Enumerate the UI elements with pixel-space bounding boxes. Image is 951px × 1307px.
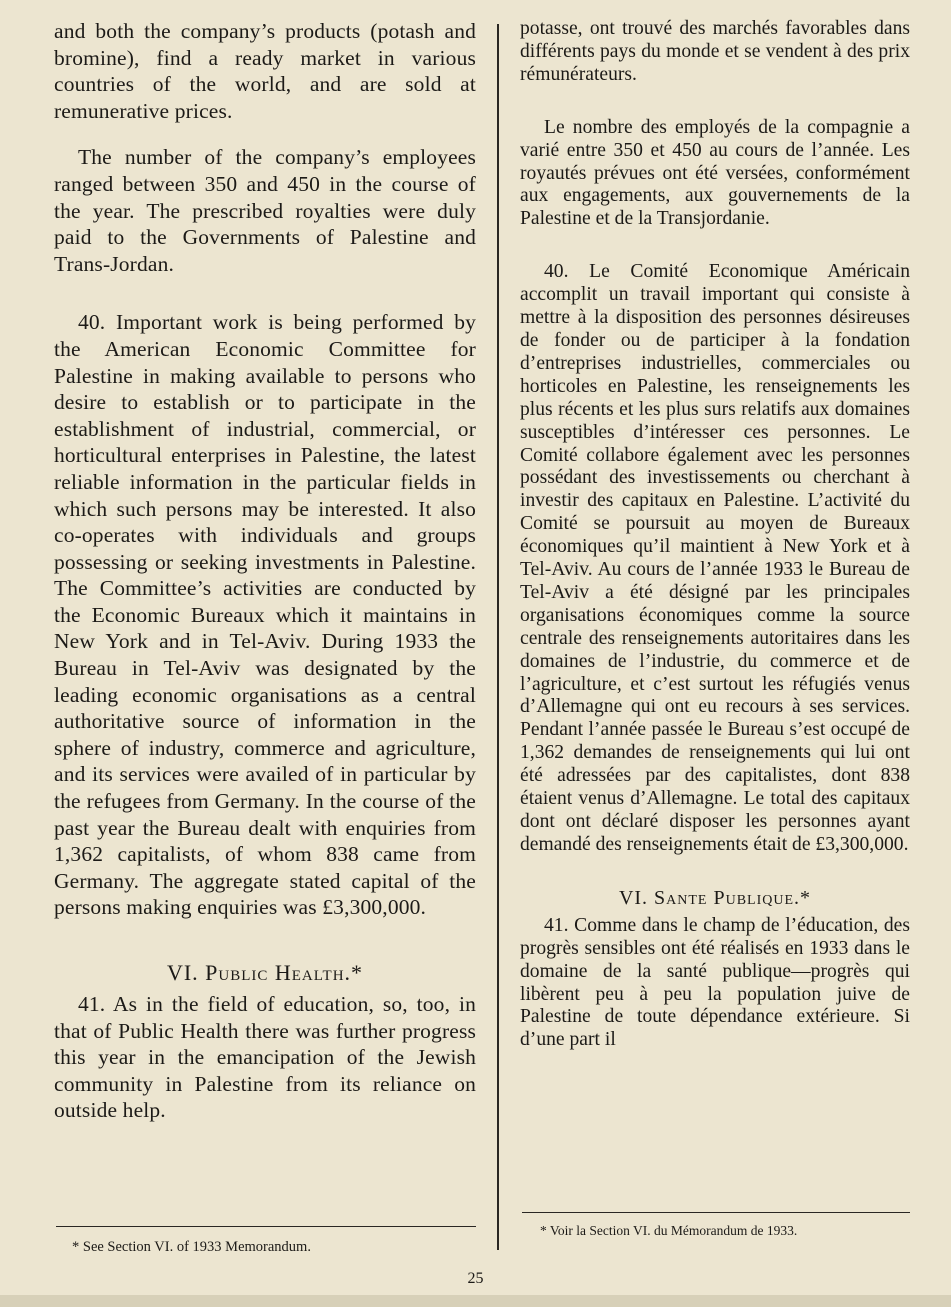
english-paragraph-employees: The number of the company’s employees ranged between 350 and 450 in the course of the year. The prescribed royalties were duly paid to the Governments of Palestine and Trans-Jordan. xyxy=(54,145,476,276)
english-paragraph-41: 41. As in the field of education, so, too, in that of Public Health there was further progress this year in the emancipation of the Jewish community in Palestine from its reliance on outside help. xyxy=(54,992,476,1123)
french-paragraph-40: 40. Le Comité Economique Américain accomplit un travail important qui consiste à mettre à la disposition des personnes désireuses de fonder ou de participer à la fondation d’entreprises industrielles, commerciales ou horticoles en Palestine, les renseignements les plus récents et les plus surs relatifs aux domaines susceptibles d’intéresser ces personnes. Le Comité collabore également avec les personnes possédant des investissements ou cherchant à investir des capitaux en Palestine. L’activité du Comité se poursuit au moyen de Bureaux économiques qu’il maintient à New York et à Tel-Aviv. Au cours de l’année 1933 le Bureau de Tel-Aviv a été désigné par les principales organisations économiques comme la source centrale des renseignements autoritaires dans les domaines de l’industrie, du commerce et de l’agriculture, et c’est surtout les réfugiés venus d’Allemagne qui ont eu recours à ses services. Pendant l’année passée le Bureau s’est occupé de 1,362 demandes de renseignements qui lui ont été adressées par des capitalistes, dont 838 étaient venus d’Allemagne. Le total des capitaux dont ont déclaré disposer les personnes ayant demandé des renseignements était de £3,300,000. xyxy=(520,261,910,855)
french-paragraph-products: potasse, ont trouvé des marchés favorables dans différents pays du monde et se vendent à des prix rémunérateurs. xyxy=(520,18,910,85)
english-section-heading: VI. Public Health.* xyxy=(166,960,364,985)
page-number: 25 xyxy=(467,1270,484,1287)
french-column xyxy=(520,18,910,1052)
english-paragraph-40: 40. Important work is being performed by the American Economic Committee for Palestine in making available to persons who desire to establish or to participate in the establishment of industrial, commercial, or horticultural enterprises in Palestine, the latest reliable information in the particular fields in which such persons may be interested. It also co-operates with individuals and groups possessing or seeking investments in Palestine. The Committee’s activities are conducted by the Economic Bureaux which it maintains in New York and in Tel-Aviv. During 1933 the Bureau in Tel-Aviv was designated by the leading economic organisations as a central authoritative source of information in the sphere of industry, commerce and agriculture, and its services were availed of in particular by the refugees from Germany. In the course of the past year the Bureau dealt with enquiries from 1,362 capitalists, of whom 838 came from Germany. The aggregate stated capital of the persons making enquiries was £3,300,000. xyxy=(54,310,476,920)
french-footnote-rule xyxy=(522,1212,910,1213)
scan-edge xyxy=(0,1295,951,1307)
english-column xyxy=(54,18,476,1124)
french-paragraph-employees: Le nombre des employés de la compagnie a varié entre 350 et 450 au cours de l’année. Les royautés prévues ont été versées, conformément aux engagements, aux gouvernements de la Palestine et de la Transjordanie. xyxy=(520,116,910,230)
french-footnote: * Voir la Section VI. du Mémorandum de 1933. xyxy=(540,1223,798,1238)
french-paragraph-41: 41. Comme dans le champ de l’éducation, des progrès sensibles ont été réalisés en 1933 dans le domaine de la santé publique—progrès qui libèrent peu à peu la population juive de Palestine de toute dépendance extérieure. Si d’une part il xyxy=(520,914,910,1051)
english-paragraph-products: and both the company’s products (potash and bromine), find a ready market in various countries of the world, and are sold at remunerative prices. xyxy=(54,19,476,123)
column-divider xyxy=(497,24,499,1250)
english-footnote: * See Section VI. of 1933 Memorandum. xyxy=(72,1239,311,1255)
french-section-heading: VI. Sante Publique.* xyxy=(618,886,812,909)
english-footnote-rule xyxy=(56,1226,476,1227)
